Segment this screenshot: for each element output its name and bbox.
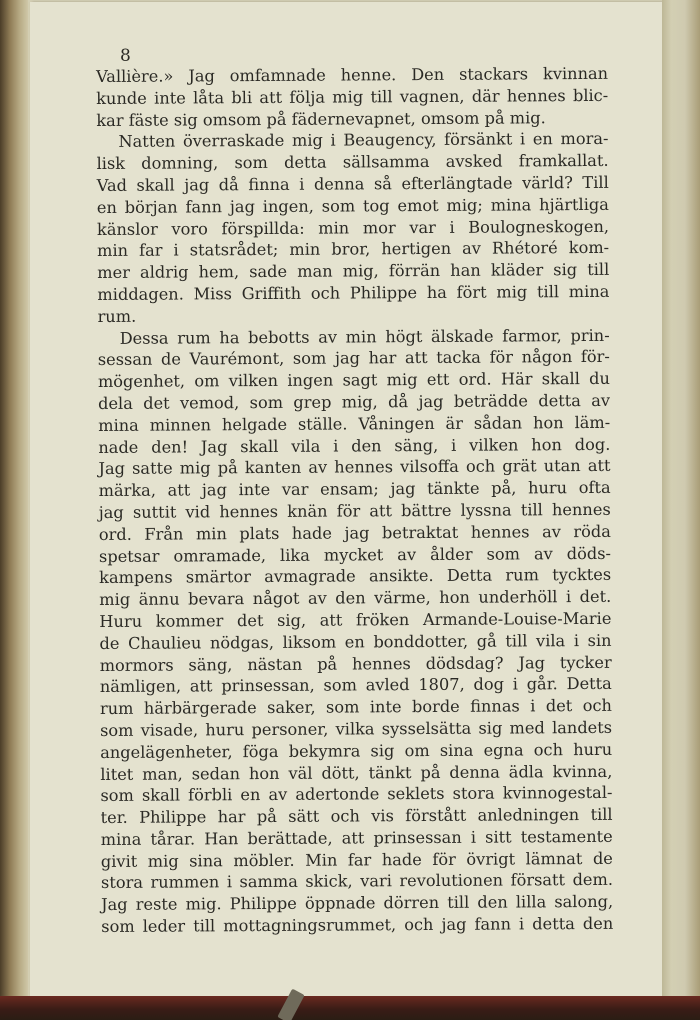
text-line: jag suttit vid hennes knän för att bättre lyssna till hennes — [98, 499, 611, 522]
text-line: sessan de Vaurémont, som jag har att tacka för någon för- — [97, 347, 610, 370]
text-line: känslor voro förspillda: min mor var i Boulogneskogen, — [96, 216, 610, 239]
text-line: Huru kommer det sig, att fröken Armande-Louise-Marie — [99, 608, 612, 631]
text-line: mer aldrig hem, sade man mig, förrän han kläder sig till — [97, 260, 610, 283]
text-line: Vallière.» Jag omfamnade henne. Den stackars kvinnan — [96, 63, 609, 86]
text-line: ord. Från min plats hade jag betraktat hennes av röda — [98, 521, 611, 544]
book-spine — [0, 0, 28, 1020]
text-line: de Chaulieu nödgas, liksom en bonddotter, gå till vila i sin — [99, 630, 612, 653]
text-line: märka, att jag inte var ensam; jag tänkte på, huru ofta — [98, 478, 611, 501]
text-line: ter. Philippe har på sätt och vis förstått anledningen till — [100, 804, 613, 828]
text-line: rum härbärgerade saker, som inte borde finnas i det och — [99, 695, 612, 719]
text-line: som visade, huru personer, vilka sysselsätta sig med landets — [100, 717, 613, 740]
text-line: Dessa rum ha bebotts av min högt älskade farmor, prin- — [119, 325, 610, 348]
text-line: kunde inte låta bli att följa mig till vagnen, där hennes blic- — [96, 85, 609, 108]
text-line: mormors säng, nästan på hennes dödsdag? Jag tycker — [99, 652, 612, 675]
body-text — [96, 63, 613, 938]
text-line: mina tårar. Han berättade, att prinsessan i sitt testamente — [100, 826, 613, 849]
text-line: nade den! Jag skall vila i den säng, i vilken hon dog. — [98, 434, 611, 457]
text-line: givit mig sina möbler. Min far hade för övrigt lämnat de — [100, 848, 613, 871]
text-line: stora rummen i samma skick, vari revolutionen försatt dem. — [100, 870, 614, 893]
text-line: litet man, sedan hon väl dött, tänkt på denna ädla kvinna, — [100, 761, 613, 784]
text-line: angelägenheter, föga bekymra sig om sina egna och huru — [100, 739, 613, 762]
text-line: kar fäste sig omsom på fädernevapnet, omsom på mig. — [96, 107, 546, 130]
facing-page-edge — [662, 0, 700, 1020]
text-line: Jag satte mig på kanten av hennes vilsoffa och grät utan att — [98, 456, 611, 479]
text-line: Jag reste mig. Philippe öppnade dörren till den lilla salong, — [101, 892, 614, 915]
text-line: som skall förbli en av adertonde seklets stora kvinnogestal- — [100, 783, 613, 806]
text-line: mig ännu bevara något av den värme, hon underhöll i det. — [99, 586, 612, 610]
text-line: mögenhet, om vilken ingen sagt mig ett ord. Här skall du — [97, 369, 610, 392]
text-line: Vad skall jag då finna i denna så efterlängtade värld? Till — [96, 172, 609, 195]
text-line: nämligen, att prinsessan, som avled 1807, dog i går. Detta — [99, 674, 612, 697]
page-number: 8 — [120, 46, 131, 66]
text-line: lisk domning, som detta sällsamma avsked framkallat. — [96, 151, 609, 174]
text-line: mina minnen helgade ställe. Våningen är sådan hon läm- — [98, 412, 611, 435]
text-line: som leder till mottagningsrummet, och jag fann i detta den — [101, 913, 614, 937]
text-line: min far i statsrådet; min bror, hertigen av Rhétoré kom- — [97, 238, 610, 261]
text-line: kampens smärtor avmagrade ansikte. Detta rum tycktes — [99, 565, 612, 588]
text-line: dela det vemod, som grep mig, då jag beträdde detta av — [98, 390, 611, 413]
text-line: en början fann jag ingen, som tog emot mig; mina hjärtliga — [96, 194, 609, 217]
text-line: Natten överraskade mig i Beaugency, försänkt i en mora- — [118, 129, 609, 152]
book-cover-edge — [0, 996, 700, 1020]
text-line: spetsar omramade, lika mycket av ålder som av döds- — [98, 543, 612, 566]
text-line: middagen. Miss Griffith och Philippe ha fört mig till mina — [97, 281, 610, 304]
text-line: rum. — [97, 306, 137, 326]
